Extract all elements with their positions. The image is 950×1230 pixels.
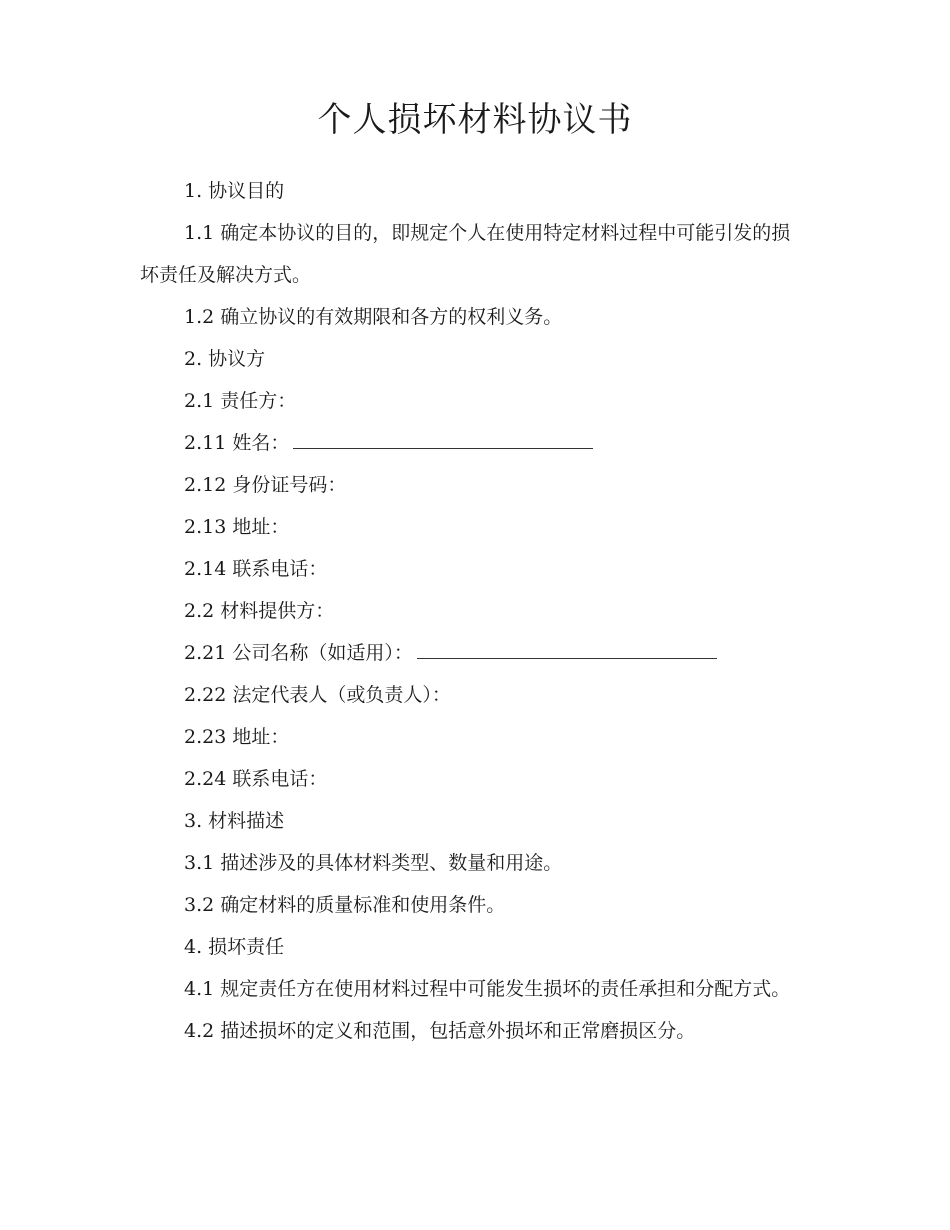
clause-2-2: 2.2 材料提供方： <box>184 600 335 622</box>
clause-3-2: 3.2 确定材料的质量标准和使用条件。 <box>184 894 506 916</box>
clause-1-2: 1.2 确立协议的有效期限和各方的权利义务。 <box>184 306 563 328</box>
clause-4-1: 4.1 规定责任方在使用材料过程中可能发生损坏的责任承担和分配方式。 <box>184 978 791 1000</box>
clause-3-1: 3.1 描述涉及的具体材料类型、数量和用途。 <box>184 852 563 874</box>
clause-2-1: 2.1 责任方： <box>184 390 297 412</box>
section-heading-3: 3. 材料描述 <box>184 810 285 832</box>
clause-2-11-row <box>140 422 800 464</box>
clause-2-13: 2.13 地址： <box>184 516 290 538</box>
clause-2-21-label: 2.21 公司名称（如适用）： <box>184 642 413 664</box>
company-name-blank-line[interactable] <box>417 644 717 659</box>
clause-2-12: 2.12 身份证号码： <box>184 474 347 496</box>
clause-2-14: 2.14 联系电话： <box>184 558 328 580</box>
document-title: 个人损坏材料协议书 <box>317 100 633 140</box>
clause-2-24: 2.24 联系电话： <box>184 768 328 790</box>
document-body <box>140 170 800 1052</box>
name-blank-line[interactable] <box>293 434 593 449</box>
clause-1-1: 1.1 确定本协议的目的，即规定个人在使用特定材料过程中可能引发的损坏责任及解决方式。 <box>140 222 791 286</box>
section-heading-1: 1. 协议目的 <box>184 180 285 202</box>
clause-2-21-row <box>140 632 800 674</box>
clause-2-11-label: 2.11 姓名： <box>184 432 290 454</box>
clause-2-23: 2.23 地址： <box>184 726 290 748</box>
clause-4-2: 4.2 描述损坏的定义和范围，包括意外损坏和正常磨损区分。 <box>184 1020 696 1042</box>
section-heading-4: 4. 损坏责任 <box>184 936 285 958</box>
clause-2-22: 2.22 法定代表人（或负责人）： <box>184 684 451 706</box>
section-heading-2: 2. 协议方 <box>184 348 266 370</box>
